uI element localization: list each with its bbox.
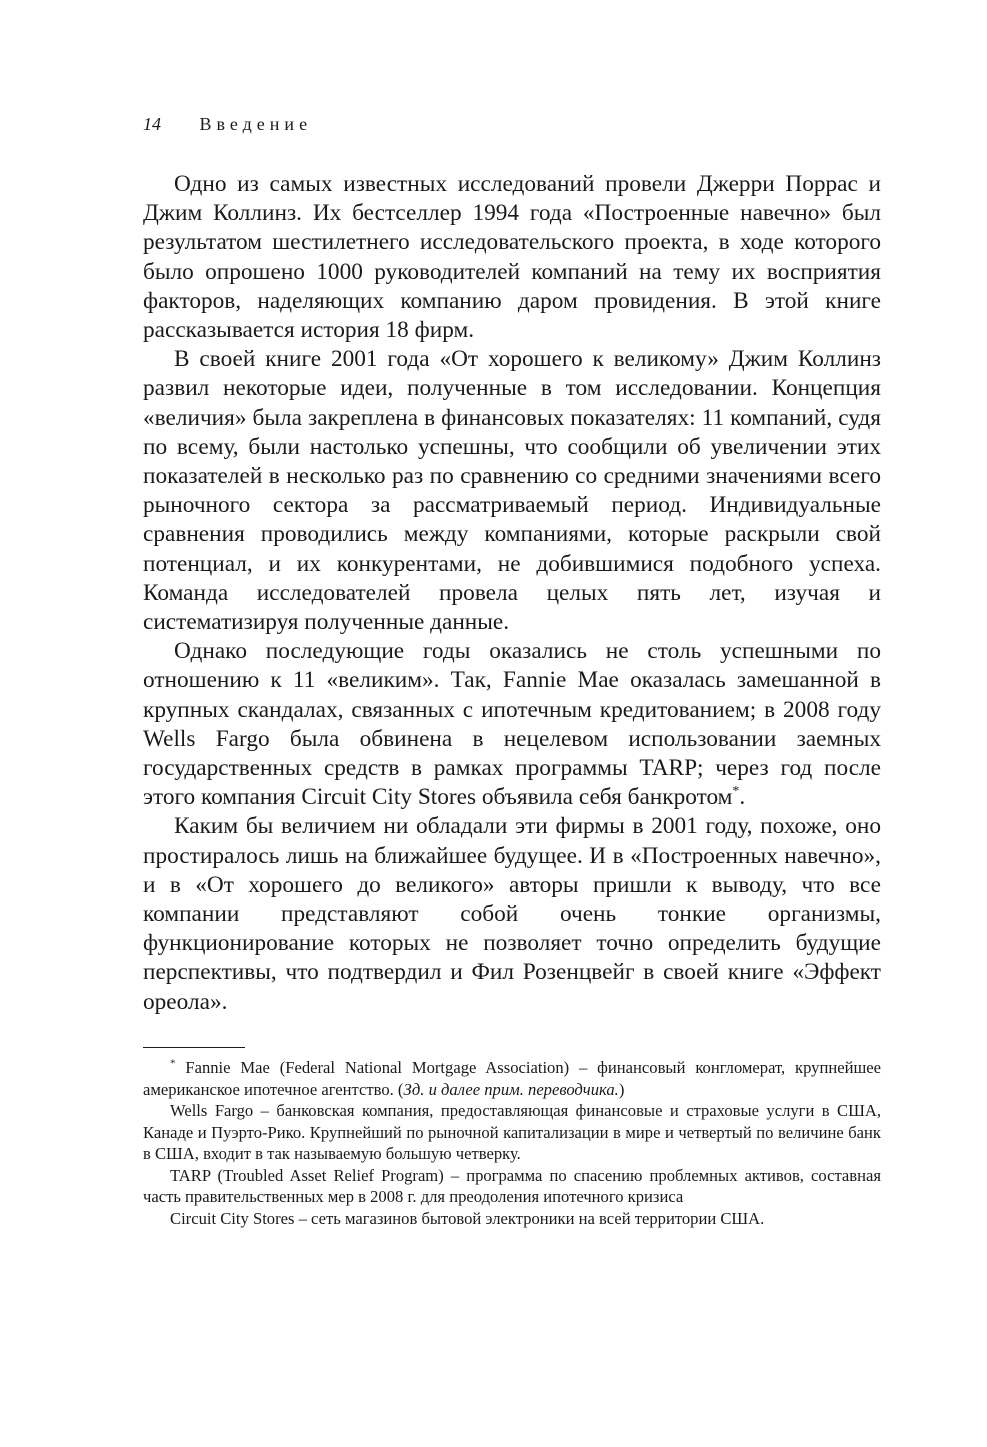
footnote-reference: * xyxy=(732,784,740,800)
paragraph-3-text: Однако последующие годы оказались не столь успешными по отношению к 11 «великим». Так, Fannie Mae оказалась замешанной в крупных скандалах, связанных с ипотечным кредитованием; в 2008 году Wells Fargo была обвинена в нецелевом использовании заемных государственных средств в рамках программы TARP; через год после этого компания Circuit City Stores объявила себя банкротом xyxy=(143,638,881,811)
footnote-3: TARP (Troubled Asset Relief Program) – программа по спасению проблемных активов, составная часть правительственных мер в 2008 г. для преодоления ипотечного кризиса xyxy=(143,1165,881,1206)
footnote-4: Circuit City Stores – сеть магазинов бытовой электроники на всей территории США. xyxy=(170,1208,765,1228)
footnote-1 xyxy=(143,1057,881,1100)
paragraph-1: Одно из самых известных исследований провели Джерри Поррас и Джим Коллинз. Их бестселлер 1994 года «Построенные навечно» был результатом шестилетнего исследовательского проекта, в ходе которого было опрошено 1000 руководителей компаний на тему их восприятия факторов, наделяющих компанию даром провидения. В этой книге рассказывается история 18 фирм. xyxy=(143,171,881,344)
footnote-1-translator-note: Зд. и далее прим. переводчика. xyxy=(403,1079,619,1099)
paragraph-3 xyxy=(143,637,881,812)
paragraph-3-end: . xyxy=(739,784,746,811)
footnote-1-end: ) xyxy=(618,1079,625,1099)
page-number: 14 xyxy=(143,114,161,134)
running-head xyxy=(143,113,312,135)
paragraph-4: Каким бы величием ни обладали эти фирмы в 2001 году, похоже, оно простиралось лишь на ближайшее будущее. И в «Построенных навечно», и в «От хорошего до великого» авторы пришли к выводу, что все компании представляют собой очень тонкие организмы, функционирование которых не позволяет точно определить будущие перспективы, что подтвердил и Фил Розенцвейг в своей книге «Эффект ореола». xyxy=(143,813,881,1015)
body-text xyxy=(143,170,881,1017)
paragraph-2: В своей книге 2001 года «От хорошего к великому» Джим Коллинз развил некоторые идеи, полученные в том исследовании. Концепция «величия» была закреплена в финансовых показателях: 11 компаний, судя по всему, были настолько успешны, что сообщили об увеличении этих показателей в несколько раз по сравнению со средними значениями всего рыночного сектора за рассматриваемый период. Индивидуальные сравнения проводились между компаниями, которые раскрыли свой потенциал, и их конкурентами, не добившимися подобного успеха. Команда исследователей провела целых пять лет, изучая и систематизируя полученные данные. xyxy=(143,346,881,636)
footnotes xyxy=(143,1057,881,1229)
footnote-1-text: Fannie Mae (Federal National Mortgage Association) – финансовый конгломерат, крупнейшее американское ипотечное агентство. ( xyxy=(143,1058,881,1099)
footnote-2: Wells Fargo – банковская компания, предоставляющая финансовые и страховые услуги в США, Канаде и Пуэрто-Рико. Крупнейший по рыночной капитализации в мире и четвертый по величине банк в США, входит в так называемую большую четверку. xyxy=(143,1101,881,1163)
footnote-1-mark: * xyxy=(170,1057,176,1070)
footnote-separator xyxy=(143,1047,245,1048)
section-title: Введение xyxy=(199,114,313,134)
